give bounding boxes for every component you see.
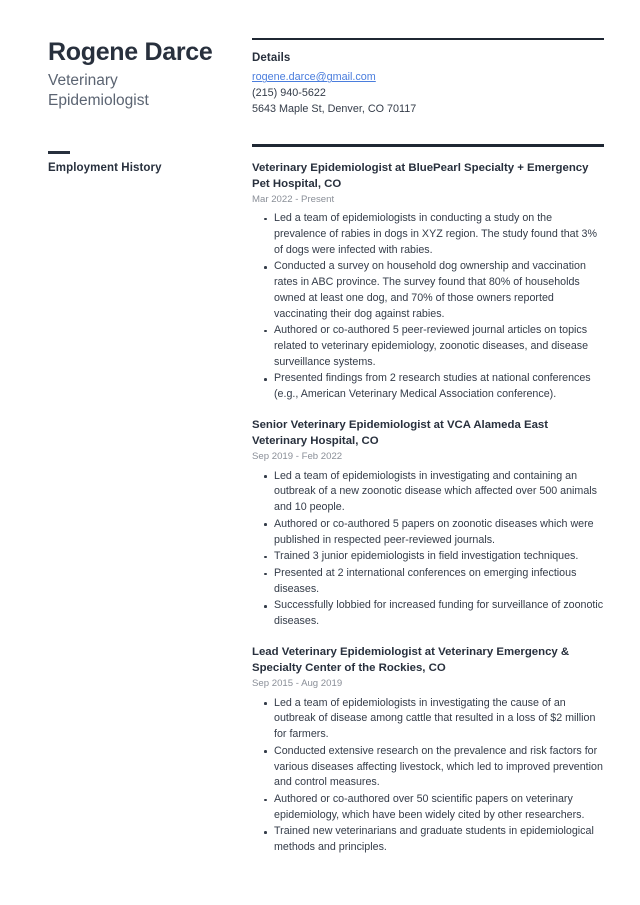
details-heading: Details <box>252 52 291 65</box>
job-bullet: Presented findings from 2 research studies at national conferences (e.g., American Veterinary Medical Association conference). <box>252 371 604 402</box>
resume-main <box>252 38 604 857</box>
job-title: Senior Veterinary Epidemiologist at VCA Alameda East Veterinary Hospital, CO <box>252 418 549 448</box>
sidebar-divider <box>48 151 70 154</box>
job-date: Sep 2019 - Feb 2022 <box>252 451 343 463</box>
job-bullet-list <box>252 696 604 856</box>
job-bullet: Authored or co-authored over 50 scientific papers on veterinary epidemiology, which have been widely cited by other researchers. <box>252 792 604 823</box>
email-row <box>252 67 604 86</box>
job-bullet: Trained 3 junior epidemiologists in field investigation techniques. <box>252 549 604 565</box>
job-bullet: Authored or co-authored 5 papers on zoonotic diseases which were published in respected peer-reviewed journals. <box>252 517 604 548</box>
job-bullet: Authored or co-authored 5 peer-reviewed journal articles on topics related to veterinary epidemiology, zoonotic diseases, and disease surveillance systems. <box>252 323 604 370</box>
job-subtitle <box>48 71 238 112</box>
employment-history-list <box>252 147 604 856</box>
job-title: Veterinary Epidemiologist at BluePearl Specialty + Emergency Pet Hospital, CO <box>252 161 589 190</box>
job-bullet: Led a team of epidemiologists in conducting a study on the prevalence of rabies in dogs in XYZ region. The study found that 3% of dogs were infected with rabies. <box>252 211 604 258</box>
job-bullet: Led a team of epidemiologists in investigating the cause of an outbreak of disease among cattle that resulted in a loss of $2 million for farmers. <box>252 696 604 743</box>
job-entry <box>252 417 604 630</box>
job-entry <box>252 160 604 403</box>
job-bullet: Successfully lobbied for increased funding for surveillance of zoonotic diseases. <box>252 598 604 629</box>
phone-text: (215) 940-5622 <box>252 87 326 100</box>
job-bullet: Trained new veterinarians and graduate students in epidemiological methods and principles. <box>252 824 604 855</box>
address-text: 5643 Maple St, Denver, CO 70117 <box>252 103 417 116</box>
job-bullet: Conducted a survey on household dog ownership and vaccination rates in ABC province. The survey found that 80% of households owned at least one dog, and 70% of those owners reported vaccinating their dog against rabies. <box>252 259 604 322</box>
spacer <box>252 118 604 144</box>
job-title: Lead Veterinary Epidemiologist at Veterinary Emergency & Specialty Center of the Rockies, CO <box>252 645 570 675</box>
email-link[interactable]: rogene.darce@gmail.com <box>252 71 376 84</box>
job-bullet-list <box>252 211 604 403</box>
sidebar-section-label: Employment History <box>48 162 162 174</box>
job-date: Mar 2022 - Present <box>252 193 335 205</box>
resume-sidebar <box>48 38 238 174</box>
job-bullet: Presented at 2 international conferences on emerging infectious diseases. <box>252 566 604 597</box>
job-bullet: Conducted extensive research on the prevalence and risk factors for various diseases affecting livestock, which led to improved prevention and control measures. <box>252 744 604 791</box>
job-bullet-list <box>252 469 604 630</box>
job-bullet: Led a team of epidemiologists in investigating and containing an outbreak of a new zoonotic disease which affected over 500 animals and 10 people. <box>252 469 604 516</box>
job-subtitle-line2: Epidemiologist <box>48 92 149 110</box>
details-section <box>252 40 604 118</box>
job-entry <box>252 644 604 856</box>
job-subtitle-line1: Veterinary <box>48 71 118 89</box>
page-title: Rogene Darce <box>48 38 213 66</box>
job-date: Sep 2015 - Aug 2019 <box>252 678 343 690</box>
